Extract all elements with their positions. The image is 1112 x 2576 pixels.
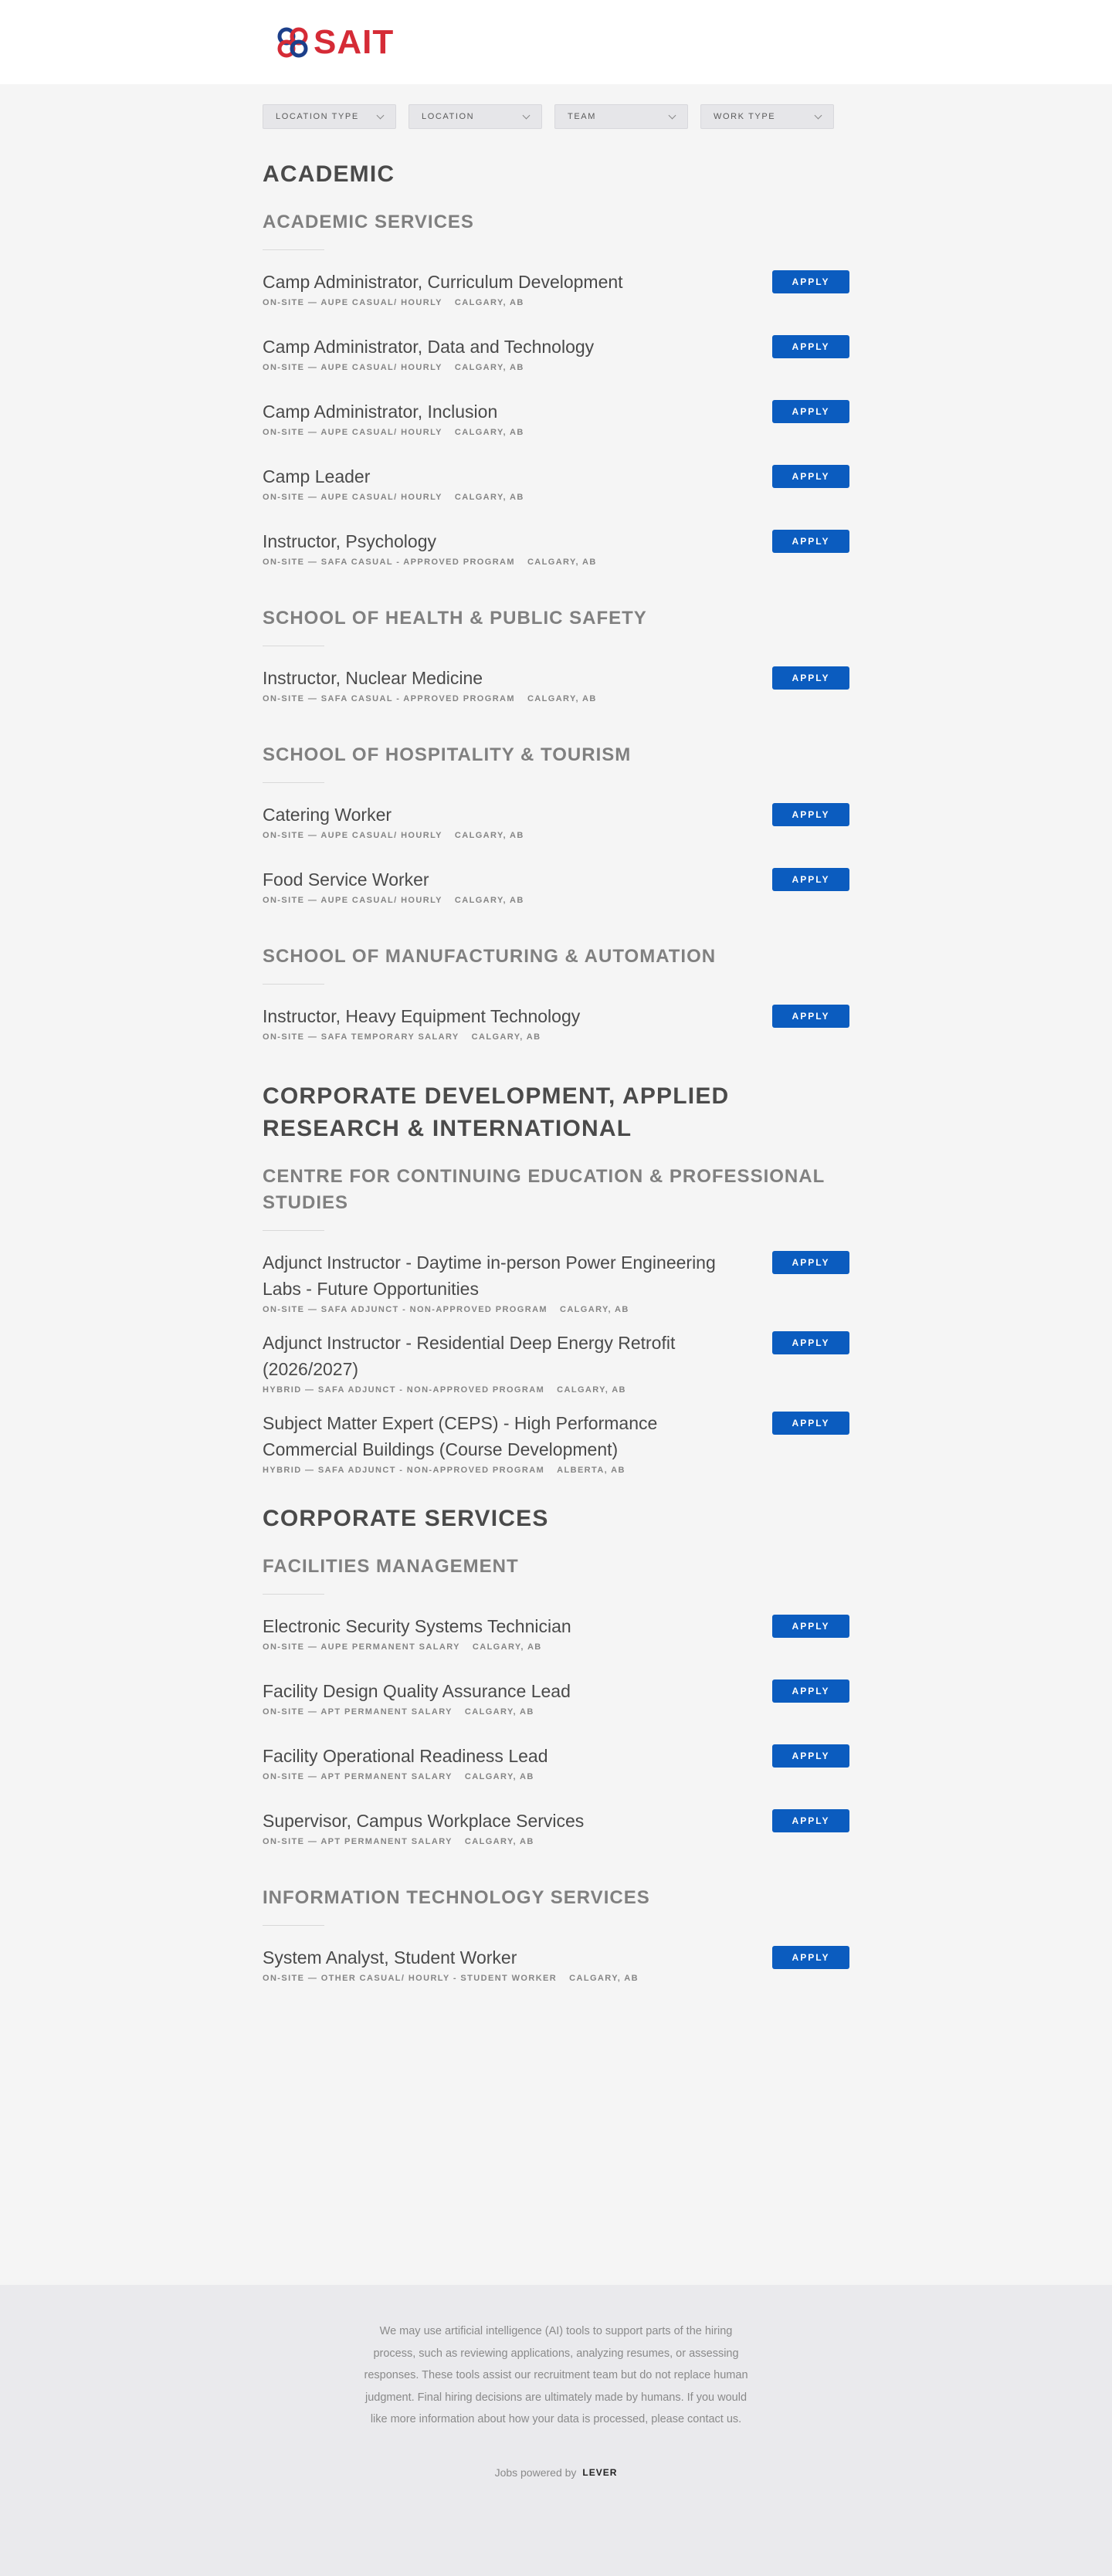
posting-meta <box>263 363 849 372</box>
chevron-down-icon <box>815 111 822 119</box>
posting-location: CALGARY, AB <box>464 1837 534 1846</box>
filter-work-type[interactable] <box>700 104 834 129</box>
posting-meta <box>263 428 849 437</box>
department-title: CORPORATE SERVICES <box>263 1506 549 1531</box>
posting-meta <box>263 896 849 905</box>
posting-location: CALGARY, AB <box>454 428 524 437</box>
posting-workplace-commitment: ON-SITE — SAFA ADJUNCT - NON-APPROVED PROGRAM <box>263 1305 548 1314</box>
team-title: ACADEMIC SERVICES <box>263 212 474 232</box>
apply-button[interactable]: APPLY <box>772 1946 849 1969</box>
posting-meta <box>263 694 849 703</box>
postings-main <box>0 84 1112 2285</box>
posting-title-link[interactable]: Camp Administrator, Curriculum Development <box>263 272 623 292</box>
posting-workplace-commitment: ON-SITE — SAFA TEMPORARY SALARY <box>263 1032 459 1042</box>
powered-by <box>0 2466 1112 2479</box>
filter-bar <box>263 104 1112 129</box>
department-section <box>263 158 1112 1052</box>
apply-button[interactable]: APPLY <box>772 465 849 488</box>
filter-team[interactable] <box>554 104 688 129</box>
posting-title-link[interactable]: System Analyst, Student Worker <box>263 1947 517 1968</box>
posting-title-link[interactable]: Facility Operational Readiness Lead <box>263 1746 548 1766</box>
posting-title-link[interactable]: Supervisor, Campus Workplace Services <box>263 1811 585 1831</box>
department-list <box>263 158 1112 1994</box>
posting-workplace-commitment: ON-SITE — APT PERMANENT SALARY <box>263 1707 453 1717</box>
job-posting <box>263 802 849 851</box>
site-footer <box>0 2285 1112 2576</box>
posting-title-link[interactable]: Adjunct Instructor - Residential Deep Energy Retrofit (2026/2027) <box>263 1333 676 1379</box>
posting-workplace-commitment: ON-SITE — AUPE CASUAL/ HOURLY <box>263 363 442 372</box>
posting-location: CALGARY, AB <box>454 896 524 905</box>
filter-location[interactable] <box>409 104 542 129</box>
posting-workplace-commitment: ON-SITE — AUPE CASUAL/ HOURLY <box>263 298 442 307</box>
filter-label: WORK TYPE <box>714 112 776 121</box>
lever-logo[interactable]: LEVER <box>582 2466 618 2478</box>
posting-location: CALGARY, AB <box>559 1305 629 1314</box>
apply-button[interactable]: APPLY <box>772 400 849 423</box>
posting-workplace-commitment: ON-SITE — APT PERMANENT SALARY <box>263 1837 453 1846</box>
posting-location: CALGARY, AB <box>557 1385 626 1395</box>
apply-button[interactable]: APPLY <box>772 335 849 358</box>
team-divider <box>263 1925 324 1926</box>
apply-button[interactable]: APPLY <box>772 1251 849 1274</box>
posting-title-link[interactable]: Catering Worker <box>263 805 392 825</box>
posting-location: CALGARY, AB <box>464 1707 534 1717</box>
posting-workplace-commitment: ON-SITE — AUPE CASUAL/ HOURLY <box>263 831 442 840</box>
posting-workplace-commitment: HYBRID — SAFA ADJUNCT - NON-APPROVED PROGRAM <box>263 1385 545 1395</box>
job-posting <box>263 398 849 448</box>
filter-label: LOCATION <box>422 112 475 121</box>
job-posting <box>263 1003 849 1052</box>
posting-meta <box>263 1837 849 1846</box>
team-section <box>263 944 1112 1052</box>
team-divider <box>263 1230 324 1231</box>
job-posting <box>263 1678 849 1727</box>
team-section <box>263 1554 1112 1857</box>
posting-workplace-commitment: ON-SITE — OTHER CASUAL/ HOURLY - STUDENT WORKER <box>263 1974 558 1983</box>
apply-button[interactable]: APPLY <box>772 1412 849 1435</box>
posting-title-link[interactable]: Camp Administrator, Data and Technology <box>263 337 595 357</box>
team-title: SCHOOL OF HEALTH & PUBLIC SAFETY <box>263 608 647 629</box>
apply-button[interactable]: APPLY <box>772 1809 849 1832</box>
posting-meta <box>263 298 849 307</box>
posting-title-link[interactable]: Camp Leader <box>263 466 371 486</box>
posting-meta <box>263 558 849 567</box>
team-divider <box>263 782 324 783</box>
apply-button[interactable]: APPLY <box>772 270 849 293</box>
department-section <box>263 1080 1112 1475</box>
team-title: INFORMATION TECHNOLOGY SERVICES <box>263 1887 650 1908</box>
team-section <box>263 742 1112 916</box>
posting-workplace-commitment: HYBRID — SAFA ADJUNCT - NON-APPROVED PROGRAM <box>263 1466 545 1475</box>
chevron-down-icon <box>523 111 531 119</box>
job-posting <box>263 463 849 513</box>
job-posting <box>263 665 849 714</box>
team-divider <box>263 249 324 250</box>
job-posting <box>263 334 849 383</box>
team-title: FACILITIES MANAGEMENT <box>263 1556 519 1577</box>
department-title: CORPORATE DEVELOPMENT, APPLIED RESEARCH & INTERNATIONAL <box>263 1083 730 1141</box>
posting-workplace-commitment: ON-SITE — AUPE CASUAL/ HOURLY <box>263 493 442 502</box>
posting-meta <box>263 831 849 840</box>
filter-label: LOCATION TYPE <box>276 112 359 121</box>
posting-location: CALGARY, AB <box>527 558 597 567</box>
posting-workplace-commitment: ON-SITE — SAFA CASUAL - APPROVED PROGRAM <box>263 558 515 567</box>
posting-title-link[interactable]: Instructor, Nuclear Medicine <box>263 668 483 688</box>
team-divider <box>263 1594 324 1595</box>
job-posting <box>263 1808 849 1857</box>
department-title: ACADEMIC <box>263 161 395 187</box>
apply-button[interactable]: APPLY <box>772 1005 849 1028</box>
chevron-down-icon <box>669 111 676 119</box>
team-title: SCHOOL OF MANUFACTURING & AUTOMATION <box>263 946 717 967</box>
job-posting <box>263 1613 849 1663</box>
posting-title-link[interactable]: Instructor, Psychology <box>263 531 436 551</box>
posting-meta <box>263 1305 849 1314</box>
apply-button[interactable]: APPLY <box>772 1331 849 1354</box>
posting-workplace-commitment: ON-SITE — AUPE CASUAL/ HOURLY <box>263 428 442 437</box>
sait-logo-icon <box>275 25 310 60</box>
apply-button[interactable]: APPLY <box>772 803 849 826</box>
posting-title-link[interactable]: Subject Matter Expert (CEPS) - High Performance Commercial Buildings (Course Development) <box>263 1413 658 1459</box>
apply-button[interactable]: APPLY <box>772 530 849 553</box>
apply-button[interactable]: APPLY <box>772 1679 849 1703</box>
filter-location-type[interactable] <box>263 104 396 129</box>
logo-text: SAIT <box>314 23 395 61</box>
apply-button[interactable]: APPLY <box>772 868 849 891</box>
posting-location: ALBERTA, AB <box>557 1466 626 1475</box>
posting-meta <box>263 1385 849 1395</box>
posting-meta <box>263 1707 849 1717</box>
posting-title-link[interactable]: Camp Administrator, Inclusion <box>263 402 498 422</box>
posting-title-link[interactable]: Adjunct Instructor - Daytime in-person Power Engineering Labs - Future Opportunities <box>263 1252 716 1299</box>
posting-meta <box>263 493 849 502</box>
department-section <box>263 1503 1112 1994</box>
apply-button[interactable]: APPLY <box>772 1615 849 1638</box>
job-posting <box>263 528 849 578</box>
posting-workplace-commitment: ON-SITE — APT PERMANENT SALARY <box>263 1772 453 1781</box>
posting-workplace-commitment: ON-SITE — AUPE PERMANENT SALARY <box>263 1642 460 1652</box>
team-section <box>263 605 1112 714</box>
job-posting <box>263 1944 849 1994</box>
ai-disclaimer: We may use artificial intelligence (AI) tools to support parts of the hiring process, such as reviewing applications, analyzing resumes, or assessing responses. These tools assist our recruitment team but do not replace human judgment. Final hiring decisions are ultimately made by humans. If you would like more information about how your data is processed, please contact us. <box>364 2325 748 2425</box>
posting-location: CALGARY, AB <box>569 1974 639 1983</box>
chevron-down-icon <box>377 111 385 119</box>
posting-title-link[interactable]: Food Service Worker <box>263 869 429 890</box>
posting-location: CALGARY, AB <box>472 1642 542 1652</box>
filter-label: TEAM <box>568 112 596 121</box>
powered-text: Jobs powered by <box>494 2466 577 2479</box>
posting-workplace-commitment: ON-SITE — AUPE CASUAL/ HOURLY <box>263 896 442 905</box>
job-posting <box>263 1330 849 1395</box>
posting-location: CALGARY, AB <box>454 298 524 307</box>
apply-button[interactable]: APPLY <box>772 1744 849 1768</box>
posting-location: CALGARY, AB <box>471 1032 541 1042</box>
team-title: CENTRE FOR CONTINUING EDUCATION & PROFESSIONAL STUDIES <box>263 1166 825 1213</box>
posting-meta <box>263 1974 849 1983</box>
posting-meta <box>263 1032 849 1042</box>
posting-meta <box>263 1642 849 1652</box>
team-divider <box>263 984 324 985</box>
team-section <box>263 209 1112 578</box>
posting-location: CALGARY, AB <box>454 831 524 840</box>
posting-meta <box>263 1772 849 1781</box>
posting-location: CALGARY, AB <box>527 694 597 703</box>
posting-location: CALGARY, AB <box>464 1772 534 1781</box>
sait-logo[interactable] <box>275 23 394 62</box>
job-posting <box>263 269 849 318</box>
posting-location: CALGARY, AB <box>454 363 524 372</box>
posting-title-link[interactable]: Facility Design Quality Assurance Lead <box>263 1681 571 1701</box>
team-section <box>263 1164 1112 1475</box>
team-title: SCHOOL OF HOSPITALITY & TOURISM <box>263 744 632 765</box>
posting-meta <box>263 1466 849 1475</box>
posting-title-link[interactable]: Electronic Security Systems Technician <box>263 1616 571 1636</box>
job-posting <box>263 1249 849 1314</box>
site-header <box>0 0 1112 84</box>
job-posting <box>263 1410 849 1475</box>
posting-workplace-commitment: ON-SITE — SAFA CASUAL - APPROVED PROGRAM <box>263 694 515 703</box>
job-posting <box>263 866 849 916</box>
team-section <box>263 1885 1112 1994</box>
job-posting <box>263 1743 849 1792</box>
posting-location: CALGARY, AB <box>454 493 524 502</box>
apply-button[interactable]: APPLY <box>772 666 849 690</box>
posting-title-link[interactable]: Instructor, Heavy Equipment Technology <box>263 1006 581 1026</box>
